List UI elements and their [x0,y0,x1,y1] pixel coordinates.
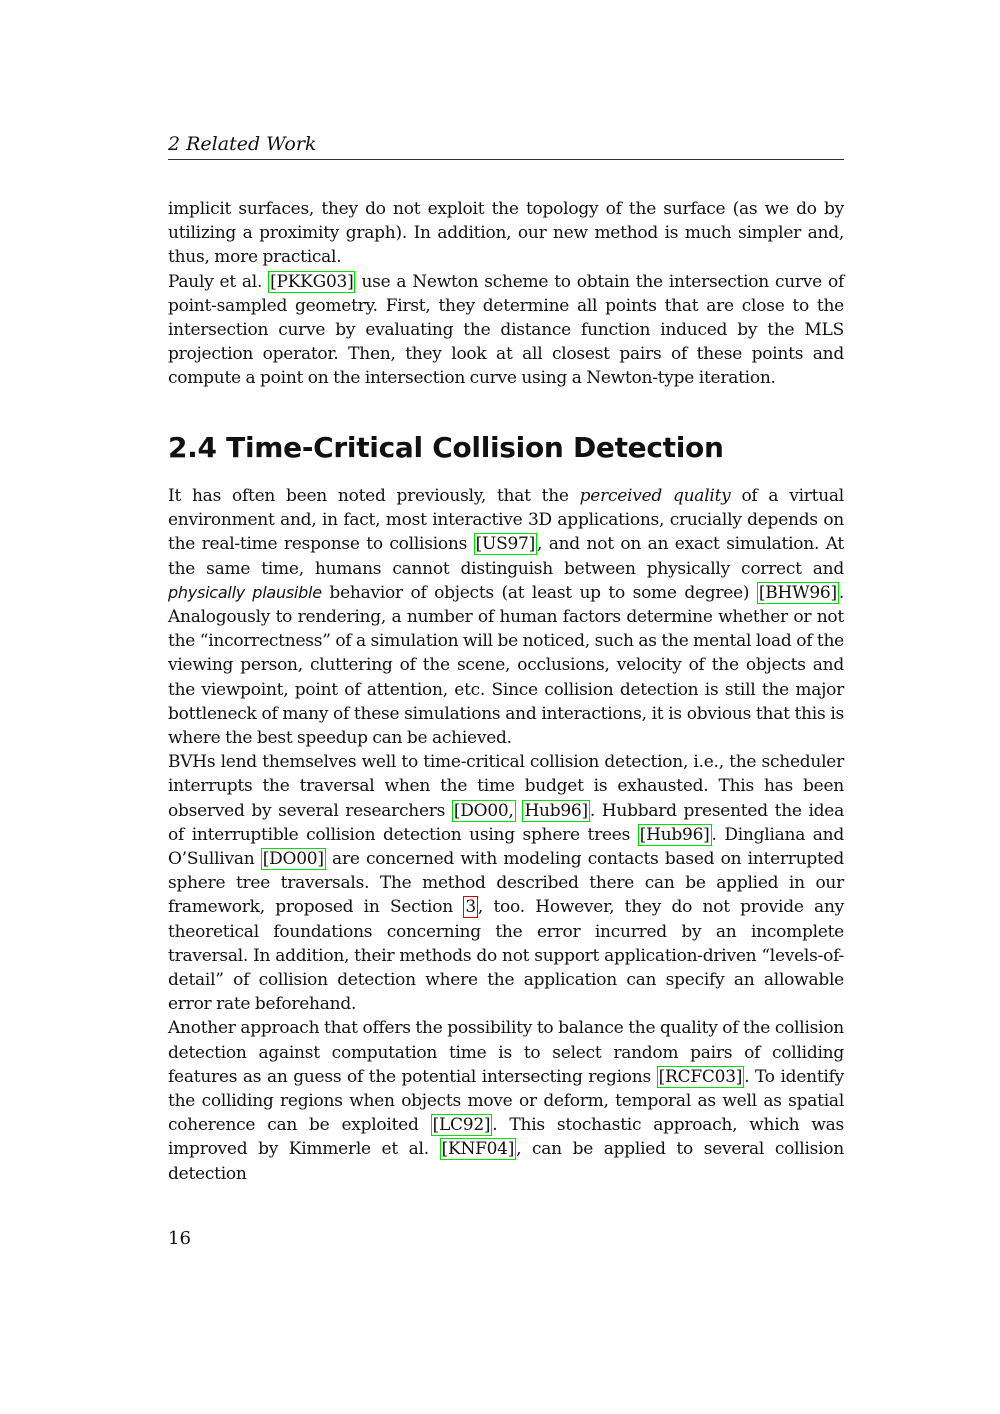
text-run: Pauly et al. [168,271,269,292]
text-run: . Dingliana and O’Sullivan [168,824,844,870]
text-run: use a Newton scheme to obtain the intersection curve of point-sampled geometry. First, they determine all points that are close to the intersection curve by evaluating the distance function induced by the MLS projection operator. Then, they look at all closest pairs of these points and compute a point on the intersection curve using a Newton-type iteration. [168,271,844,389]
paragraph [168,750,844,1016]
citation-link[interactable]: [BHW96] [758,582,837,603]
text-run: , can be applied to several collision detection [168,1139,844,1184]
paragraph [168,484,844,750]
text-run: are concerned with modeling contacts based on interrupted sphere tree traversals. The method described there can be applied in our framework, proposed in Section [168,849,844,918]
running-header: 2 Related Work [168,133,317,155]
section-heading: 2.4 Time-Critical Collision Detection [168,431,724,464]
paragraph [168,197,844,270]
section-reference-link[interactable]: 3 [465,897,476,918]
paragraph [168,1016,844,1185]
page-number: 16 [168,1228,191,1249]
text-run: . Hubbard presented the idea of interruptible collision detection using sphere trees [168,800,844,845]
text-run: Another approach that offers the possibility to balance the quality of the collision detection against computation time is to select random pairs of colliding features as an guess of the potential intersecting regions [168,1018,844,1087]
text-run: , and not on an exact simulation. At the same time, humans cannot distinguish between physically correct and [168,534,844,579]
paragraph [168,270,844,391]
citation-link[interactable]: [KNF04] [441,1139,515,1160]
text-run: . Analogously to rendering, a number of human factors determine whether or not the “incorrectness” of a simulation will be noticed, such as the mental load of the viewing person, cluttering of the scene, occlusions, velocity of the objects and the viewpoint, point of attention, etc. Since collision detection is still the major bottleneck of many of these simulations and interactions, it is obvious that this is where the best speedup can be achieved. [168,582,844,749]
citation-link[interactable]: [LC92] [432,1115,491,1136]
citation-link[interactable]: [DO00] [262,849,324,870]
citation-link[interactable]: [Hub96] [639,824,710,845]
text-run: . To identify the colliding regions when objects move or deform, temporal as well as spatial coherence can be exploited [168,1066,844,1136]
emphasis-text: physically plausible [168,582,322,602]
header-rule [168,159,844,160]
text-run: behavior of objects (at least up to some degree) [321,582,757,603]
section-text-block [168,484,844,1186]
citation-link[interactable]: [RCFC03] [658,1066,743,1087]
citation-link[interactable]: Hub96] [524,800,588,821]
citation-link[interactable]: [US97] [475,534,535,555]
intro-text-block [168,197,844,391]
text-run: It has often been noted previously, that the [168,486,580,506]
text-run: . This stochastic approach, which was improved by Kimmerle et al. [168,1115,845,1160]
text-run: BVHs lend themselves well to time-critical collision detection, i.e., the scheduler interrupts the traversal when the time budget is exhausted. This has been observed by several researchers [168,752,844,821]
text-run: , too. However, they do not provide any theoretical foundations concerning the error incurred by an incomplete traversal. In addition, their methods do not support application-driven “levels-of-detail” of collision detection where the application can specify an allowable error rate beforehand. [168,897,844,1015]
citation-link[interactable]: [PKKG03] [270,271,354,292]
text-run: of a virtual environment and, in fact, most interactive 3D applications, crucially depends on the real-time response to collisions [168,486,844,555]
citation-link[interactable]: [DO00, [453,800,514,821]
text-run: implicit surfaces, they do not exploit the topology of the surface (as we do by utilizing a proximity graph). In addition, our new method is much simpler and, thus, more practical. [168,199,844,268]
emphasis-text: perceived quality [579,486,731,506]
